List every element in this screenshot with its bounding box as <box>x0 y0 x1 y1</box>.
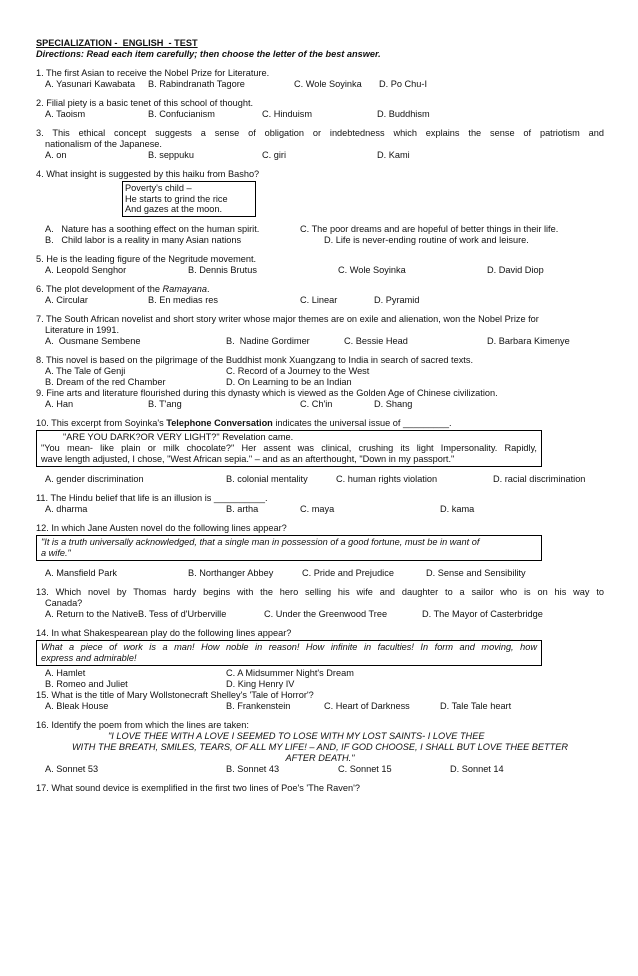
question-14-stem: 14. In what Shakespearean play do the following lines appear? <box>36 627 292 638</box>
question-12-options <box>36 568 604 579</box>
option-d: D. racial discrimination <box>493 473 586 484</box>
option-a: A. Nature has a soothing effect on the human spirit. <box>45 223 260 234</box>
option-d: D. King Henry IV <box>226 678 295 689</box>
option-d: D. Po Chu-I <box>379 79 427 89</box>
option-b: B. Romeo and Juliet <box>45 678 128 689</box>
option-b: B. Frankenstein <box>226 700 291 711</box>
question-2-stem: 2. Filial piety is a basic tenet of this school of thought. <box>36 98 254 108</box>
question-14-options-row2 <box>36 679 604 690</box>
option-a: A. Han <box>45 398 74 409</box>
question-12-stem: 12. In which Jane Austen novel do the following lines appear? <box>36 522 287 533</box>
question-11-options <box>36 504 604 515</box>
directions: Directions: Read each item carefully; then choose the letter of the best answer. <box>36 49 381 59</box>
option-d: D. The Mayor of Casterbridge <box>422 608 543 619</box>
option-d: D. Life is never-ending routine of work and leisure. <box>324 234 529 245</box>
question-17-stem: 17. What sound device is exemplified in the first two lines of Poe's 'The Raven'? <box>36 782 360 793</box>
quote-line: "It is a truth universally acknowledged, that a single man in possession of a good fortune, must be in want of <box>41 536 480 547</box>
option-d: D. Sense and Sensibility <box>426 567 526 578</box>
haiku-line: Poverty's child – <box>125 183 192 193</box>
question-15-options <box>36 701 604 712</box>
option-c: C. maya <box>300 503 335 514</box>
option-c: C. Wole Soyinka <box>294 79 362 89</box>
question-16-stem: 16. Identify the poem from which the lines are taken: <box>36 719 249 730</box>
option-b: B. artha <box>226 503 259 514</box>
option-a: A. Taoism <box>45 109 86 119</box>
question-4-stem: 4. What insight is suggested by this haiku from Basho? <box>36 169 260 179</box>
question-3-options <box>36 150 604 161</box>
stem-text: . <box>206 283 210 294</box>
option-b: B. seppuku <box>148 150 194 160</box>
question-2-options <box>36 109 604 120</box>
question-8-options-row1 <box>36 366 604 377</box>
option-c: C. Bessie Head <box>344 335 408 346</box>
question-13-options <box>36 609 604 620</box>
option-c: C. Linear <box>300 294 338 305</box>
stem-text: 6. The plot development of the <box>36 283 163 294</box>
option-c: C. human rights violation <box>336 473 438 484</box>
question-13-stem: 13. Which novel by Thomas hardy begins with the hero selling his wife and daughter to a sailor who is on his way to <box>36 586 604 597</box>
option-a-b: A. Return to the NativeB. Tess of d'Urberville <box>45 608 227 619</box>
quote-box <box>36 535 542 561</box>
question-13-stem-cont: Canada? <box>45 597 83 608</box>
haiku-box <box>122 181 256 217</box>
option-a: A. Yasunari Kawabata <box>45 79 136 89</box>
option-c: C. Sonnet 15 <box>338 763 392 774</box>
option-c: C. Hinduism <box>262 109 313 119</box>
quote-line: express and admirable! <box>41 652 137 663</box>
quote-line: wave length adjusted, I chose, "West African sepia." – and as an afterthought, "Down in my passport." <box>41 453 455 464</box>
test-page <box>36 38 604 794</box>
option-b: B. colonial mentality <box>226 473 308 484</box>
option-a: A. gender discrimination <box>45 473 144 484</box>
question-1-stem: 1. The first Asian to receive the Nobel Prize for Literature. <box>36 68 270 78</box>
option-b: B. En medias res <box>148 294 218 305</box>
question-8-stem: 8. This novel is based on the pilgrimage of the Buddhist monk Xuangzang to India in search of sacred texts. <box>36 354 474 365</box>
question-10-options <box>36 474 604 485</box>
option-a: A. Leopold Senghor <box>45 264 127 275</box>
question-6-stem <box>36 284 604 295</box>
option-c: C. giri <box>262 150 286 160</box>
option-a: A. Mansfield Park <box>45 567 117 578</box>
haiku-line: And gazes at the moon. <box>125 204 223 214</box>
question-9-stem: 9. Fine arts and literature flourished during this dynasty which is viewed as the Golden Age of Chinese civilization. <box>36 387 498 398</box>
work-title: Telephone Conversation <box>166 417 273 428</box>
option-a: A. The Tale of Genji <box>45 365 126 376</box>
option-a: A. Ousmane Sembene <box>45 335 141 346</box>
option-c: C. Heart of Darkness <box>324 700 410 711</box>
option-c: C. Pride and Prejudice <box>302 567 394 578</box>
question-16-options <box>36 764 604 775</box>
option-d: D. On Learning to be an Indian <box>226 376 352 387</box>
question-3-stem-cont: nationalism of the Japanese. <box>45 139 162 149</box>
question-4-options-row1 <box>36 224 604 235</box>
option-c: C. Wole Soyinka <box>338 264 406 275</box>
option-b: B. Northanger Abbey <box>188 567 274 578</box>
question-9-options <box>36 399 604 410</box>
question-10-stem <box>36 418 604 429</box>
option-d: D. Tale Tale heart <box>440 700 512 711</box>
quote-line: "You mean- like plain or milk chocolate?" Her assent was clinical, crushing its light Impersonality. Rapidly, <box>41 442 537 453</box>
question-15-stem: 15. What is the title of Mary Wollstonecraft Shelley's 'Tale of Horror'? <box>36 689 314 700</box>
question-5-stem: 5. He is the leading figure of the Negritude movement. <box>36 253 257 264</box>
poem-line: "I LOVE THEE WITH A LOVE I SEEMED TO LOSE WITH MY LOST SAINTS- I LOVE THEE <box>108 730 485 741</box>
option-b: B. Child labor is a reality in many Asian nations <box>45 234 242 245</box>
option-b: B. Confucianism <box>148 109 215 119</box>
work-title: Ramayana <box>162 283 207 294</box>
poem-line: WITH THE BREATH, SMILES, TEARS, OF ALL MY LIFE! – AND, IF GOD CHOOSE, I SHALL BUT LOVE THEE BETTER <box>71 741 569 752</box>
option-d: D. Kami <box>377 150 410 160</box>
question-1-options <box>36 79 604 90</box>
question-7-stem: 7. The South African novelist and short story writer whose major themes are on exile and alienation, won the Nobel Prize for <box>36 313 539 324</box>
haiku-line: He starts to grind the rice <box>125 193 228 204</box>
question-8-options-row2 <box>36 377 604 388</box>
quote-box <box>36 430 542 467</box>
quote-line: "ARE YOU DARK?OR VERY LIGHT?" Revelation came. <box>63 431 294 442</box>
question-5-options <box>36 265 604 276</box>
option-a: A. Bleak House <box>45 700 109 711</box>
option-b: B. Sonnet 43 <box>226 763 280 774</box>
option-a: A. Sonnet 53 <box>45 763 99 774</box>
option-c: C. The poor dreams and are hopeful of better things in their life. <box>300 223 559 234</box>
option-d: D. Pyramid <box>374 294 420 305</box>
question-7-options <box>36 336 604 347</box>
question-14-options-row1 <box>36 668 604 679</box>
option-c: C. Under the Greenwood Tree <box>264 608 388 619</box>
quote-line: What a piece of work is a man! How noble in reason! How infinite in faculties! In form and moving, how <box>41 641 537 652</box>
option-b: B. T'ang <box>148 398 182 409</box>
option-a: A. Circular <box>45 294 88 305</box>
stem-text: indicates the universal issue of _________. <box>272 417 452 428</box>
quote-line: a wife." <box>41 547 71 558</box>
question-11-stem: 11. The Hindu belief that life is an illusion is __________. <box>36 492 268 503</box>
question-3-stem: 3. This ethical concept suggests a sense of obligation or indebtedness which explains the sense of patriotism and <box>36 128 604 138</box>
option-a: A. Hamlet <box>45 667 86 678</box>
option-b: B. Rabindranath Tagore <box>148 79 245 89</box>
question-6-options <box>36 295 604 306</box>
option-c: C. Ch'in <box>300 398 333 409</box>
option-d: D. Shang <box>374 398 413 409</box>
option-d: D. Barbara Kimenye <box>487 335 570 346</box>
option-c: C. A Midsummer Night's Dream <box>226 667 354 678</box>
option-a: A. dharma <box>45 503 88 514</box>
option-c: C. Record of a Journey to the West <box>226 365 370 376</box>
option-d: D. David Diop <box>487 264 544 275</box>
quote-box <box>36 640 542 666</box>
question-4-options-row2 <box>36 235 604 246</box>
option-a: A. on <box>45 150 67 160</box>
option-b: B. Dennis Brutus <box>188 264 257 275</box>
option-d: D. Sonnet 14 <box>450 763 504 774</box>
poem-line: AFTER DEATH." <box>285 752 355 763</box>
option-d: D. Buddhism <box>377 109 430 119</box>
option-b: B. Dream of the red Chamber <box>45 376 166 387</box>
option-d: D. kama <box>440 503 475 514</box>
question-7-stem-cont: Literature in 1991. <box>45 324 120 335</box>
test-title: SPECIALIZATION - ENGLISH - TEST <box>36 38 198 48</box>
stem-text: 10. This excerpt from Soyinka's <box>36 417 167 428</box>
option-b: B. Nadine Gordimer <box>226 335 310 346</box>
